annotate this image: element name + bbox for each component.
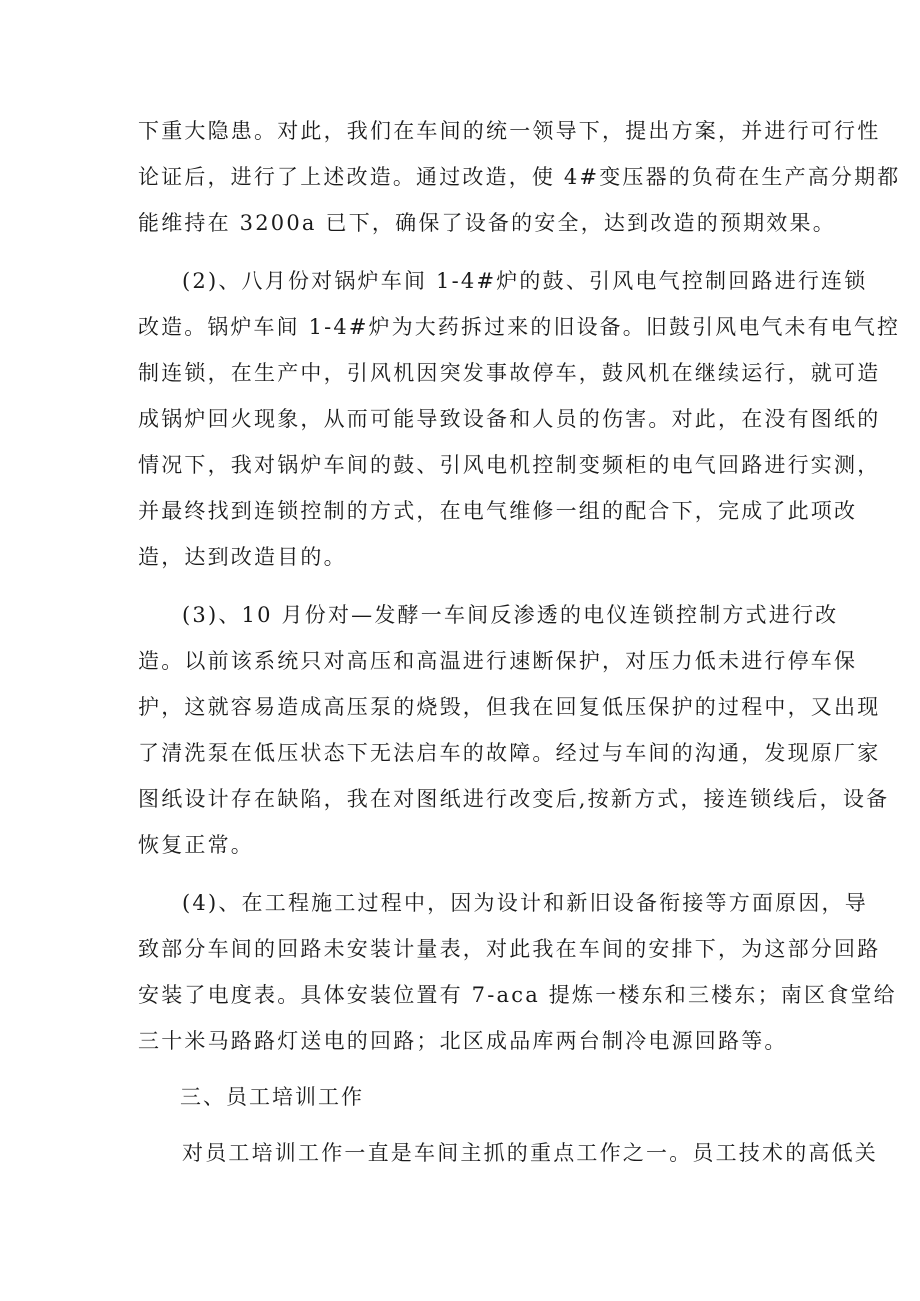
text-line: 恢复正常。 [138, 833, 254, 857]
text-line: 图纸设计存在缺陷，我在对图纸进行改变后,按新方式，接连锁线后，设备 [138, 787, 890, 811]
text-line: 情况下，我对锅炉车间的鼓、引风电机控制变频柜的电气回路进行实测， [138, 453, 881, 477]
text-line: 了清洗泵在低压状态下无法启车的故障。经过与车间的沟通，发现原厂家 [138, 741, 881, 765]
text-line: 对员工培训工作一直是车间主抓的重点工作之一。员工技术的高低关 [182, 1141, 878, 1165]
text-line: 改造。锅炉车间 1-4#炉为大药拆过来的旧设备。旧鼓引风电气未有电气控 [138, 315, 901, 339]
text-line: 三十米马路路灯送电的回路；北区成品库两台制冷电源回路等。 [138, 1029, 788, 1053]
text-line: 护，这就容易造成高压泵的烧毁，但我在回复低压保护的过程中，又出现 [138, 695, 881, 719]
text-line: 成锅炉回火现象，从而可能导致设备和人员的伤害。对此，在没有图纸的 [138, 407, 881, 431]
text-line: (4)、在工程施工过程中，因为设计和新旧设备衔接等方面原因，导 [182, 891, 868, 915]
text-line: 造，达到改造目的。 [138, 545, 347, 569]
text-line: 造。以前该系统只对高压和高温进行速断保护，对压力低未进行停车保 [138, 649, 858, 673]
text-line: 论证后，进行了上述改造。通过改造，使 4#变压器的负荷在生产高分期都 [138, 165, 901, 189]
text-line: 致部分车间的回路未安装计量表，对此我在车间的安排下，为这部分回路 [138, 937, 881, 961]
text-line: (3)、10 月份对—发酵一车间反渗透的电仪连锁控制方式进行改 [182, 603, 839, 627]
text-line: 能维持在 3200a 已下，确保了设备的安全，达到改造的预期效果。 [138, 211, 836, 235]
text-line: 安装了电度表。具体安装位置有 7-aca 提炼一楼东和三楼东；南区食堂给 [138, 983, 897, 1007]
section-heading: 三、员工培训工作 [180, 1085, 364, 1109]
text-line: 制连锁，在生产中，引风机因突发事故停车，鼓风机在继续运行，就可造 [138, 361, 881, 385]
text-line: 下重大隐患。对此，我们在车间的统一领导下，提出方案，并进行可行性 [138, 119, 881, 143]
text-line: 并最终找到连锁控制的方式，在电气维修一组的配合下，完成了此项改 [138, 499, 858, 523]
text-line: (2)、八月份对锅炉车间 1-4#炉的鼓、引风电气控制回路进行连锁 [182, 269, 868, 293]
